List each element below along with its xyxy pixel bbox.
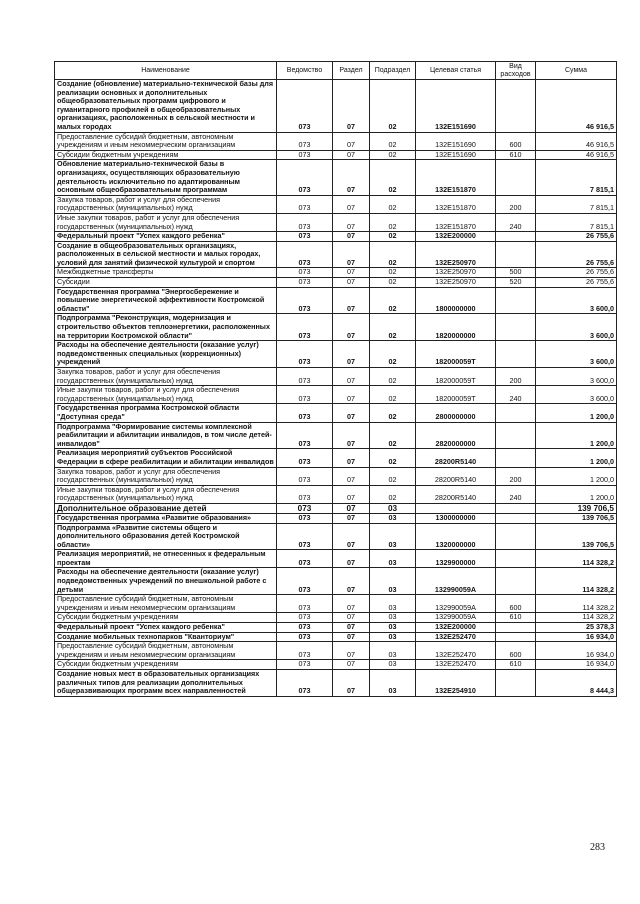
cell-statya: 132E151690 <box>416 80 496 133</box>
cell-razdel: 07 <box>333 195 370 213</box>
table-row <box>55 404 617 422</box>
cell-summa: 1 200,0 <box>536 485 617 503</box>
cell-summa: 26 755,6 <box>536 278 617 288</box>
cell-podrazdel: 03 <box>370 670 416 697</box>
table-row <box>55 550 617 568</box>
table-row <box>55 623 617 633</box>
cell-razdel: 07 <box>333 241 370 268</box>
cell-razdel: 07 <box>333 160 370 195</box>
cell-vid: 610 <box>496 150 536 160</box>
cell-summa: 139 706,5 <box>536 523 617 550</box>
cell-vid <box>496 80 536 133</box>
cell-statya: 182000059Т <box>416 341 496 368</box>
cell-statya: 132E151690 <box>416 132 496 150</box>
cell-podrazdel: 02 <box>370 241 416 268</box>
table-row <box>55 449 617 467</box>
cell-podrazdel: 02 <box>370 467 416 485</box>
cell-ved: 073 <box>277 195 333 213</box>
cell-summa: 25 378,3 <box>536 623 617 633</box>
cell-name: Создание новых мест в образовательных организациях различных типов для реализации дополнительных общеразвивающих программ всех направленностей <box>55 670 277 697</box>
cell-vid: 240 <box>496 386 536 404</box>
cell-name: Государственная программа «Развитие образования» <box>55 513 277 523</box>
cell-ved: 073 <box>277 449 333 467</box>
cell-vid: 240 <box>496 485 536 503</box>
cell-vid <box>496 232 536 242</box>
cell-name: Подпрограмма «Развитие системы общего и дополнительного образования детей Костромской области» <box>55 523 277 550</box>
cell-summa: 46 916,5 <box>536 150 617 160</box>
cell-razdel: 07 <box>333 595 370 613</box>
cell-summa: 7 815,1 <box>536 195 617 213</box>
cell-razdel: 07 <box>333 449 370 467</box>
cell-razdel: 07 <box>333 613 370 623</box>
cell-ved: 073 <box>277 132 333 150</box>
cell-podrazdel: 02 <box>370 160 416 195</box>
cell-name: Субсидии бюджетным учреждениям <box>55 150 277 160</box>
cell-statya: 132E151690 <box>416 150 496 160</box>
cell-statya: 182000059Т <box>416 368 496 386</box>
cell-summa: 3 600,0 <box>536 386 617 404</box>
cell-ved: 073 <box>277 503 333 513</box>
cell-name: Субсидии бюджетным учреждениям <box>55 660 277 670</box>
cell-ved: 073 <box>277 595 333 613</box>
header-razdel: Раздел <box>333 62 370 80</box>
cell-vid: 240 <box>496 213 536 231</box>
cell-razdel: 07 <box>333 368 370 386</box>
cell-razdel: 07 <box>333 213 370 231</box>
cell-name: Государственная программа "Энергосбережение и повышение энергетической эффективности Костромской области" <box>55 287 277 314</box>
cell-name: Расходы на обеспечение деятельности (оказание услуг) подведомственных учреждений по внешкольной работе с детьми <box>55 568 277 595</box>
cell-podrazdel: 03 <box>370 623 416 633</box>
header-vid-raskhodov: Вид расходов <box>496 62 536 80</box>
cell-vid: 200 <box>496 195 536 213</box>
cell-razdel: 07 <box>333 232 370 242</box>
cell-statya: 1320000000 <box>416 523 496 550</box>
table-row <box>55 268 617 278</box>
cell-statya: 1300000000 <box>416 513 496 523</box>
cell-vid: 200 <box>496 368 536 386</box>
cell-summa: 46 916,5 <box>536 132 617 150</box>
cell-vid <box>496 550 536 568</box>
cell-vid: 600 <box>496 132 536 150</box>
table-row <box>55 523 617 550</box>
cell-summa: 46 916,5 <box>536 80 617 133</box>
cell-vid: 500 <box>496 268 536 278</box>
cell-vid: 600 <box>496 642 536 660</box>
cell-razdel: 07 <box>333 287 370 314</box>
cell-statya: 132E200000 <box>416 232 496 242</box>
cell-razdel: 07 <box>333 550 370 568</box>
cell-ved: 073 <box>277 150 333 160</box>
cell-vid: 520 <box>496 278 536 288</box>
cell-ved: 073 <box>277 485 333 503</box>
cell-statya: 28200R5140 <box>416 467 496 485</box>
cell-podrazdel: 02 <box>370 287 416 314</box>
cell-podrazdel: 02 <box>370 404 416 422</box>
cell-statya: 1820000000 <box>416 314 496 341</box>
cell-name: Закупка товаров, работ и услуг для обеспечения государственных (муниципальных) нужд <box>55 467 277 485</box>
cell-summa: 139 706,5 <box>536 503 617 513</box>
cell-razdel: 07 <box>333 467 370 485</box>
cell-podrazdel: 02 <box>370 278 416 288</box>
table-row <box>55 368 617 386</box>
cell-podrazdel: 03 <box>370 632 416 642</box>
budget-table-sheet <box>54 61 616 697</box>
table-row <box>55 278 617 288</box>
cell-statya: 132E151870 <box>416 213 496 231</box>
table-row <box>55 287 617 314</box>
cell-statya: 182000059Т <box>416 386 496 404</box>
cell-podrazdel: 02 <box>370 268 416 278</box>
cell-statya: 1800000000 <box>416 287 496 314</box>
cell-ved: 073 <box>277 404 333 422</box>
table-row <box>55 568 617 595</box>
cell-podrazdel: 03 <box>370 503 416 513</box>
cell-ved: 073 <box>277 268 333 278</box>
cell-vid: 600 <box>496 595 536 613</box>
cell-vid <box>496 160 536 195</box>
cell-razdel: 07 <box>333 341 370 368</box>
cell-vid <box>496 623 536 633</box>
budget-table <box>54 61 617 697</box>
cell-vid <box>496 632 536 642</box>
cell-vid <box>496 513 536 523</box>
table-row <box>55 595 617 613</box>
cell-statya: 28200R5140 <box>416 485 496 503</box>
cell-statya: 132E250970 <box>416 278 496 288</box>
cell-ved: 073 <box>277 660 333 670</box>
table-row <box>55 467 617 485</box>
cell-razdel: 07 <box>333 513 370 523</box>
table-body <box>55 80 617 697</box>
table-row <box>55 642 617 660</box>
cell-podrazdel: 03 <box>370 613 416 623</box>
cell-podrazdel: 02 <box>370 341 416 368</box>
table-row <box>55 386 617 404</box>
cell-statya: 1329900000 <box>416 550 496 568</box>
cell-ved: 073 <box>277 613 333 623</box>
cell-summa: 114 328,2 <box>536 568 617 595</box>
table-row <box>55 132 617 150</box>
cell-ved: 073 <box>277 232 333 242</box>
cell-name: Государственная программа Костромской области "Доступная среда" <box>55 404 277 422</box>
cell-name: Иные закупки товаров, работ и услуг для обеспечения государственных (муниципальных) нужд <box>55 213 277 231</box>
cell-podrazdel: 02 <box>370 195 416 213</box>
cell-summa: 1 200,0 <box>536 467 617 485</box>
cell-summa: 1 200,0 <box>536 422 617 449</box>
cell-statya: 28200R5140 <box>416 449 496 467</box>
cell-name: Иные закупки товаров, работ и услуг для обеспечения государственных (муниципальных) нужд <box>55 386 277 404</box>
cell-razdel: 07 <box>333 404 370 422</box>
table-row <box>55 660 617 670</box>
cell-podrazdel: 03 <box>370 513 416 523</box>
cell-ved: 073 <box>277 368 333 386</box>
table-row <box>55 485 617 503</box>
cell-ved: 073 <box>277 623 333 633</box>
table-row <box>55 422 617 449</box>
cell-statya: 132990059А <box>416 595 496 613</box>
cell-podrazdel: 02 <box>370 485 416 503</box>
cell-summa: 139 706,5 <box>536 513 617 523</box>
cell-podrazdel: 03 <box>370 595 416 613</box>
cell-vid <box>496 503 536 513</box>
cell-ved: 073 <box>277 550 333 568</box>
cell-name: Дополнительное образование детей <box>55 503 277 513</box>
table-row <box>55 670 617 697</box>
cell-statya: 132E151870 <box>416 195 496 213</box>
header-vedomstvo: Ведомство <box>277 62 333 80</box>
cell-statya: 132E254910 <box>416 670 496 697</box>
cell-summa: 3 600,0 <box>536 287 617 314</box>
cell-razdel: 07 <box>333 632 370 642</box>
cell-name: Закупка товаров, работ и услуг для обеспечения государственных (муниципальных) нужд <box>55 368 277 386</box>
cell-name: Закупка товаров, работ и услуг для обеспечения государственных (муниципальных) нужд <box>55 195 277 213</box>
cell-razdel: 07 <box>333 642 370 660</box>
cell-podrazdel: 02 <box>370 80 416 133</box>
cell-statya: 132E250970 <box>416 268 496 278</box>
table-row <box>55 160 617 195</box>
cell-razdel: 07 <box>333 523 370 550</box>
header-summa: Сумма <box>536 62 617 80</box>
cell-summa: 26 755,6 <box>536 241 617 268</box>
cell-name: Создание в общеобразовательных организациях, расположенных в сельской местности и малых городах, условий для занятий физической культурой и спортом <box>55 241 277 268</box>
cell-ved: 073 <box>277 422 333 449</box>
cell-podrazdel: 03 <box>370 550 416 568</box>
table-row <box>55 195 617 213</box>
cell-vid <box>496 241 536 268</box>
cell-name: Иные закупки товаров, работ и услуг для обеспечения государственных (муниципальных) нужд <box>55 485 277 503</box>
cell-summa: 3 600,0 <box>536 368 617 386</box>
table-row <box>55 613 617 623</box>
cell-podrazdel: 03 <box>370 523 416 550</box>
cell-name: Создание мобильных технопарков "Кванториум" <box>55 632 277 642</box>
cell-name: Подпрограмма "Реконструкция, модернизация и строительство объектов теплоэнергетики, расположенных на территории Костромской области" <box>55 314 277 341</box>
cell-razdel: 07 <box>333 422 370 449</box>
cell-podrazdel: 02 <box>370 422 416 449</box>
cell-ved: 073 <box>277 513 333 523</box>
cell-ved: 073 <box>277 467 333 485</box>
table-row <box>55 232 617 242</box>
cell-ved: 073 <box>277 278 333 288</box>
cell-name: Реализация мероприятий, не отнесенных к федеральным проектам <box>55 550 277 568</box>
cell-ved: 073 <box>277 314 333 341</box>
cell-name: Предоставление субсидий бюджетным, автономным учреждениям и иным некоммерческим организациям <box>55 132 277 150</box>
table-header-row <box>55 62 617 80</box>
cell-razdel: 07 <box>333 623 370 633</box>
cell-ved: 073 <box>277 341 333 368</box>
cell-razdel: 07 <box>333 670 370 697</box>
cell-razdel: 07 <box>333 568 370 595</box>
table-row <box>55 314 617 341</box>
cell-razdel: 07 <box>333 314 370 341</box>
cell-summa: 114 328,2 <box>536 595 617 613</box>
cell-ved: 073 <box>277 160 333 195</box>
cell-podrazdel: 02 <box>370 150 416 160</box>
cell-podrazdel: 02 <box>370 232 416 242</box>
cell-razdel: 07 <box>333 485 370 503</box>
cell-razdel: 07 <box>333 386 370 404</box>
cell-ved: 073 <box>277 670 333 697</box>
cell-razdel: 07 <box>333 150 370 160</box>
cell-name: Федеральный проект "Успех каждого ребенка" <box>55 232 277 242</box>
table-row <box>55 503 617 513</box>
cell-vid: 610 <box>496 613 536 623</box>
header-podrazdel: Подраздел <box>370 62 416 80</box>
cell-vid <box>496 568 536 595</box>
cell-summa: 7 815,1 <box>536 160 617 195</box>
cell-statya: 132E252470 <box>416 660 496 670</box>
cell-name: Межбюджетные трансферты <box>55 268 277 278</box>
cell-vid <box>496 670 536 697</box>
cell-name: Реализация мероприятий субъектов Российской Федерации в сфере реабилитации и абилитации инвалидов <box>55 449 277 467</box>
cell-vid: 200 <box>496 467 536 485</box>
cell-vid <box>496 422 536 449</box>
cell-razdel: 07 <box>333 268 370 278</box>
cell-podrazdel: 03 <box>370 568 416 595</box>
cell-podrazdel: 02 <box>370 314 416 341</box>
cell-summa: 16 934,0 <box>536 632 617 642</box>
cell-vid <box>496 404 536 422</box>
cell-ved: 073 <box>277 287 333 314</box>
cell-name: Предоставление субсидий бюджетным, автономным учреждениям и иным некоммерческим организациям <box>55 642 277 660</box>
cell-vid <box>496 287 536 314</box>
cell-vid <box>496 341 536 368</box>
cell-ved: 073 <box>277 80 333 133</box>
cell-summa: 7 815,1 <box>536 213 617 231</box>
cell-summa: 1 200,0 <box>536 449 617 467</box>
cell-razdel: 07 <box>333 503 370 513</box>
cell-name: Создание (обновление) материально-технической базы для реализации основных и дополнительных общеобразовательных программ цифрового и гуманитарного профилей в общеобразовательных организациях, расположенных в сельской местности и малых городах <box>55 80 277 133</box>
cell-summa: 16 934,0 <box>536 642 617 660</box>
table-row <box>55 150 617 160</box>
cell-ved: 073 <box>277 642 333 660</box>
table-row <box>55 80 617 133</box>
cell-statya: 132E252470 <box>416 632 496 642</box>
cell-summa: 114 328,2 <box>536 550 617 568</box>
cell-summa: 114 328,2 <box>536 613 617 623</box>
table-row <box>55 632 617 642</box>
cell-name: Субсидии <box>55 278 277 288</box>
cell-razdel: 07 <box>333 80 370 133</box>
table-row <box>55 241 617 268</box>
page-number: 283 <box>590 842 605 853</box>
cell-podrazdel: 03 <box>370 642 416 660</box>
cell-ved: 073 <box>277 213 333 231</box>
cell-summa: 1 200,0 <box>536 404 617 422</box>
cell-podrazdel: 03 <box>370 660 416 670</box>
cell-name: Обновление материально-технической базы в организациях, осуществляющих образовательную деятельность исключительно по адаптированным основным общеобразовательным программам <box>55 160 277 195</box>
cell-summa: 3 600,0 <box>536 341 617 368</box>
cell-statya: 132990059А <box>416 613 496 623</box>
cell-name: Расходы на обеспечение деятельности (оказание услуг) подведомственных специальных (коррекционных) учреждений <box>55 341 277 368</box>
cell-summa: 8 444,3 <box>536 670 617 697</box>
cell-ved: 073 <box>277 632 333 642</box>
cell-podrazdel: 02 <box>370 386 416 404</box>
cell-name: Подпрограмма "Формирование системы комплексной реабилитации и абилитации инвалидов, в том числе детей-инвалидов" <box>55 422 277 449</box>
cell-vid <box>496 523 536 550</box>
cell-name: Федеральный проект "Успех каждого ребенка" <box>55 623 277 633</box>
header-name: Наименование <box>55 62 277 80</box>
cell-vid <box>496 449 536 467</box>
cell-statya: 2800000000 <box>416 404 496 422</box>
cell-razdel: 07 <box>333 660 370 670</box>
cell-ved: 073 <box>277 523 333 550</box>
cell-ved: 073 <box>277 386 333 404</box>
table-row <box>55 341 617 368</box>
table-row <box>55 513 617 523</box>
cell-razdel: 07 <box>333 132 370 150</box>
table-row <box>55 213 617 231</box>
cell-statya: 132990059А <box>416 568 496 595</box>
cell-statya: 132E252470 <box>416 642 496 660</box>
cell-statya: 132E250970 <box>416 241 496 268</box>
cell-podrazdel: 02 <box>370 213 416 231</box>
cell-podrazdel: 02 <box>370 132 416 150</box>
cell-name: Субсидии бюджетным учреждениям <box>55 613 277 623</box>
cell-podrazdel: 02 <box>370 368 416 386</box>
cell-summa: 3 600,0 <box>536 314 617 341</box>
cell-summa: 16 934,0 <box>536 660 617 670</box>
cell-summa: 26 755,6 <box>536 232 617 242</box>
cell-name: Предоставление субсидий бюджетным, автономным учреждениям и иным некоммерческим организациям <box>55 595 277 613</box>
cell-statya <box>416 503 496 513</box>
cell-vid <box>496 314 536 341</box>
cell-ved: 073 <box>277 241 333 268</box>
cell-statya: 132E151870 <box>416 160 496 195</box>
cell-summa: 26 755,6 <box>536 268 617 278</box>
cell-razdel: 07 <box>333 278 370 288</box>
cell-statya: 132E200000 <box>416 623 496 633</box>
cell-statya: 2820000000 <box>416 422 496 449</box>
cell-vid: 610 <box>496 660 536 670</box>
cell-ved: 073 <box>277 568 333 595</box>
header-celevaya-statya: Целевая статья <box>416 62 496 80</box>
cell-podrazdel: 02 <box>370 449 416 467</box>
